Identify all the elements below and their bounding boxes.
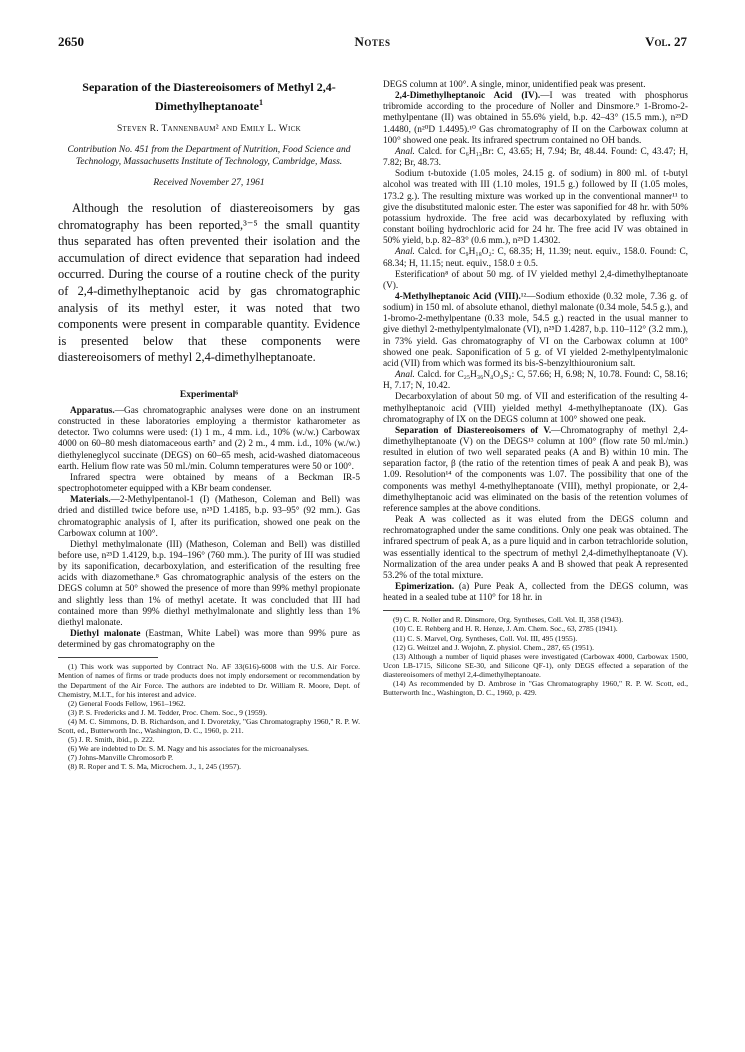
body-paragraph	[383, 270, 688, 292]
paragraph-text: —2-Methylpentanol-1 (I) (Matheson, Coleman and Bell) was dried and distilled twice before use, n²⁵D 1.4185, b.p. 93–95° (92 mm.). Gas chromatographic analysis of I, after its purification, showed one peak on the Carbowax column at 100°.	[58, 495, 360, 539]
paragraph-lead: 2,4-Dimethylheptanoic Acid (IV).	[395, 91, 541, 102]
body-paragraph	[383, 515, 688, 582]
paragraph-lead: Separation of Diastereoisomers of V.	[395, 425, 552, 436]
paragraph-text: Esterification⁸ of about 50 mg. of IV yielded methyl 2,4-dimethylheptanoate (V).	[383, 269, 688, 291]
left-footnotes	[58, 662, 360, 771]
body-paragraph	[383, 370, 688, 392]
right-column	[383, 80, 688, 697]
footnote: (12) G. Weitzel and J. Wojohn, Z. physiol. Chem., 287, 65 (1951).	[393, 642, 594, 652]
paragraph-lead: Anal.	[395, 247, 415, 258]
paragraph-lead: 4-Methylheptanoic Acid (VIII).	[395, 291, 521, 302]
body-paragraph	[383, 426, 688, 515]
article-title	[66, 80, 352, 114]
paragraph-text: DEGS column at 100°. A single, minor, unidentified peak was present.	[383, 80, 646, 90]
footnote: (8) R. Roper and T. S. Ma, Microchem. J., 1, 245 (1957).	[68, 762, 242, 772]
footnote: (4) M. C. Simmons, D. B. Richardson, and I. Dvoretzky, "Gas Chromatography 1960," R. P. W. Scott, ed., Butterworth Inc., Washington, D. C., 1960, p. 211.	[58, 716, 360, 736]
footnote: (9) C. R. Noller and R. Dinsmore, Org. Syntheses, Coll. Vol. II, 358 (1943).	[393, 615, 624, 625]
paragraph-text: Diethyl methylmalonate (III) (Matheson, Coleman and Bell) was distilled before use, n²⁵D 1.4129, b.p. 194–196° (760 mm.). The purity of III was studied by its saponification, decarboxylation, and esterification of the resulting free acids with diazomethane.⁸ Gas chromatographic analysis of the esters on the DEGS column at 50° showed the presence of more than 99% methyl propionate and slightly less than 1% of methyl acetate. It was concluded that III had contained more than 99% diethyl methylmalonate and slightly less than 1% diethyl malonate.	[58, 539, 360, 628]
received-date: Received November 27, 1961	[153, 178, 265, 188]
abstract: Although the resolution of diastereoisomers by gas chromatography has been reported,³⁻⁵ the small quantity thus separated has often prevented their isolation and the accumulation of direct evidence that separation had indeed occurred. During the course of a routine check of the purity of 2,4-dimethylheptanoic acid by gas chromatographic analysis of its methyl ester, it was noted that two components were present in comparable quantity. Evidence is presented below that these components were diastereoisomers of methyl 2,4-dimethylheptanoate.	[58, 201, 360, 365]
body-paragraph	[58, 406, 360, 473]
left-column	[58, 80, 360, 772]
volume-label: Vol. 27	[645, 34, 687, 49]
footnote: (7) Johns-Manville Chromosorb P.	[68, 753, 174, 763]
body-paragraph	[383, 169, 688, 247]
footnote: (11) C. S. Marvel, Org. Syntheses, Coll. Vol. III, 495 (1955).	[393, 633, 578, 643]
article-authors: Steven R. Tannenbaum² and Emily L. Wick	[116, 124, 302, 134]
running-head: Notes	[354, 34, 391, 49]
experimental-heading: Experimental⁶	[179, 389, 239, 400]
body-paragraph	[58, 495, 360, 540]
body-paragraph	[383, 292, 688, 370]
paragraph-lead: Anal.	[395, 370, 415, 381]
body-paragraph	[383, 147, 688, 169]
paragraph-text: ¹²—Sodium ethoxide (0.32 mole, 7.36 g. of sodium) in 150 ml. of absolute ethanol, diethyl malonate (0.34 mole, 54.5 g.), and 1-bromo-2-methylpentane (0.33 mole, 54.5 g.) reacted in the usual manner to give diethyl 2-methylpentylmalonate (VI), n²⁵D 1.4287, b.p. 110–112° (3.2 mm.), in 73% yield. Gas chromatography of VI on the Carbowax column at 100° showed one peak. Saponification of 5 g. of VI yielded 2-methylpentylmalonic acid (VII) from which was formed its bis-S-benzylthiouronium salt.	[383, 291, 688, 369]
paragraph-lead: Anal.	[395, 146, 415, 157]
paragraph-lead: Apparatus.	[70, 405, 115, 416]
footnote: (6) We are indebted to Dr. S. M. Nagy and his associates for the microanalyses.	[68, 744, 309, 754]
paragraph-text: Calcd. for C₂₅H₃₆N₄O₄S₂: C, 57.66; H, 6.98; N, 10.78. Found: C, 58.16; H, 7.17; N, 10.42.	[383, 370, 688, 392]
body-paragraph	[383, 582, 688, 604]
body-paragraph	[58, 473, 360, 495]
paragraph-text: —I was treated with phosphorus tribromide according to the procedure of Noller and Dinsmore.⁹ 1-Bromo-2-methylpentane (II) was obtained in 55.6% yield, b.p. 42–43° (15.5 mm.), n²⁵D 1.4480, (n²⁰D 1.4495).¹⁰ Gas chromatography of II on the Carbowax column at 100° showed one peak. Its infrared spectrum contained no OH bands.	[383, 91, 688, 146]
body-paragraph	[383, 91, 688, 147]
body-paragraph	[58, 540, 360, 629]
paragraph-text: —Gas chromatographic analyses were done on an instrument constructed in these laboratories employing a thermistor katharometer as detector. Two columns were used: (1) 1 m., 4 mm. i.d., 10% (w./w.) Carbowax 4000 on 60–80 mesh diatomaceous earth⁷ and (2) 2 m., 4 mm. i.d., 10% (w./w.) diethyleneglycol succinate (DEGS) on 60–65 mesh, acid-washed diatomaceous earth. Helium flow rate was 50 ml./min. Column temperatures were 50 or 100°.	[58, 405, 360, 472]
paragraph-text: (a) Pure Peak A, collected from the DEGS column, was heated in a sealed tube at 110° for 18 hr. in	[383, 582, 688, 604]
footnote: (13) Although a number of liquid phases were investigated (Carbowax 4000, Carbowax 1500, Ucon LB-1715, Silicone SE-30, and Silicone QF-1), only DEGS effected a separation of the diastereoisomers of methyl 2,4-dimethylheptanoate.	[383, 651, 688, 679]
title-footnote-mark: 1	[259, 98, 263, 107]
paragraph-text: Calcd. for C₉H₁₈O₂: C, 68.35; H, 11.39; neut. equiv., 158.0. Found: C, 68.34; H, 11.15; neut. equiv., 158.0 ± 0.5.	[383, 247, 688, 269]
running-header	[58, 34, 687, 50]
paragraph-lead: Epimerization.	[395, 582, 455, 593]
footnote: (14) As recommended by D. Ambrose in "Gas Chromatography 1960," R. P. W. Scott, ed., Butterworth Inc., Washington, D. C., 1960, p. 429.	[383, 679, 688, 698]
paragraph-text: (Eastman, White Label) was more than 99% pure as determined by gas chromatography on the	[58, 629, 360, 651]
footnote: (3) P. S. Fredericks and J. M. Tedder, Proc. Chem. Soc., 9 (1959).	[68, 707, 267, 717]
footnote: (1) This work was supported by Contract No. AF 33(616)-6008 with the U.S. Air Force. Mention of names of firms or trade products does not imply endorsement or recommendation by the Department of the Air Force. The authors are indebted to Dr. William R. Moore, Dept. of Chemistry, M.I.T., for his interest and advice.	[58, 662, 360, 699]
footnote-rule	[58, 657, 158, 658]
article-title-text: Separation of the Diastereoisomers of Methyl 2,4-Dimethylheptanoate	[82, 80, 336, 113]
paragraph-lead: Diethyl malonate	[70, 629, 141, 640]
right-body-text	[383, 80, 688, 604]
body-paragraph	[58, 629, 360, 651]
page-number: 2650	[58, 34, 84, 49]
paragraph-text: Sodium t-butoxide (1.05 moles, 24.15 g. of sodium) in 800 ml. of t-butyl alcohol was treated with III (1.10 moles, 191.5 g.) followed by II (1.05 moles, 173.2 g.). The resulting mixture was worked up in the conventional manner¹¹ to give the disubstituted malonic ester. The ester was saponified for 48 hr. with 50% potassium hydroxide. The free acid was decarboxylated by refluxing with constant boiling hydrochloric acid for 24 hr. The free acid IV was obtained in 50% yield, b.p. 82–83° (0.6 mm.), n²⁵D 1.4302.	[383, 169, 688, 247]
footnote: (5) J. R. Smith, ibid., p. 222.	[68, 735, 155, 745]
paragraph-text: Peak A was collected as it was eluted from the DEGS column and rechromatographed under the same conditions. Only one peak was obtained. The infrared spectrum of peak A, as a pure liquid and in carbon tetrachloride solution, was essentially identical to the spectrum of methyl 2,4-dimethylheptanoate (V). Normalization of the area under peaks A and B showed that peak A represented 53.2% of the total mixture.	[383, 515, 688, 581]
paragraph-text: Infrared spectra were obtained by means of a Beckman IR-5 spectrophotometer equipped with a KBr beam condenser.	[58, 472, 360, 495]
paragraph-text: —Chromatography of methyl 2,4-dimethylheptanoate (V) on the DEGS¹³ column at 100° (flow rate 50 ml./min.) resulted in elution of two well separated peaks (A and B) within 10 min. The separation factor, β (the ratio of the retention times of peak A and peak B), was 1.09. Resolution¹⁴ of the components was 1.07. The possibility that one of the components was methyl 4-methylheptanoate (VIII), methyl propionate, or 2,4-dimethylheptanoic acid was eliminated on the basis of the retention volumes of reference samples at the above conditions.	[383, 425, 688, 514]
paragraph-lead: Materials.	[70, 495, 111, 506]
footnote: (10) C. E. Rehberg and H. R. Henze, J. Am. Chem. Soc., 63, 2785 (1941).	[393, 624, 618, 634]
article-affiliation: Contribution No. 451 from the Department of Nutrition, Food Science and Technology, Massachusetts Institute of Technology, Cambridge, Mass.	[67, 145, 351, 167]
paragraph-text: Calcd. for C₆H₁₃Br: C, 43.65; H, 7.94; Br, 48.44. Found: C, 43.47; H, 7.82; Br, 48.73.	[383, 146, 688, 169]
paragraph-text: Decarboxylation of about 50 mg. of VII and esterification of the resulting 4-methylheptanoic acid (VIII) yielded methyl 4-methylheptanoate (IX). Gas chromatography of IX on the DEGS column at 100° showed one peak.	[383, 392, 688, 425]
body-paragraph	[383, 80, 688, 91]
footnote-rule	[383, 610, 483, 611]
body-paragraph	[383, 392, 688, 425]
body-paragraph	[383, 247, 688, 269]
right-footnotes	[383, 615, 688, 697]
left-body-text	[58, 406, 360, 651]
footnote: (2) General Foods Fellow, 1961–1962.	[68, 698, 186, 708]
